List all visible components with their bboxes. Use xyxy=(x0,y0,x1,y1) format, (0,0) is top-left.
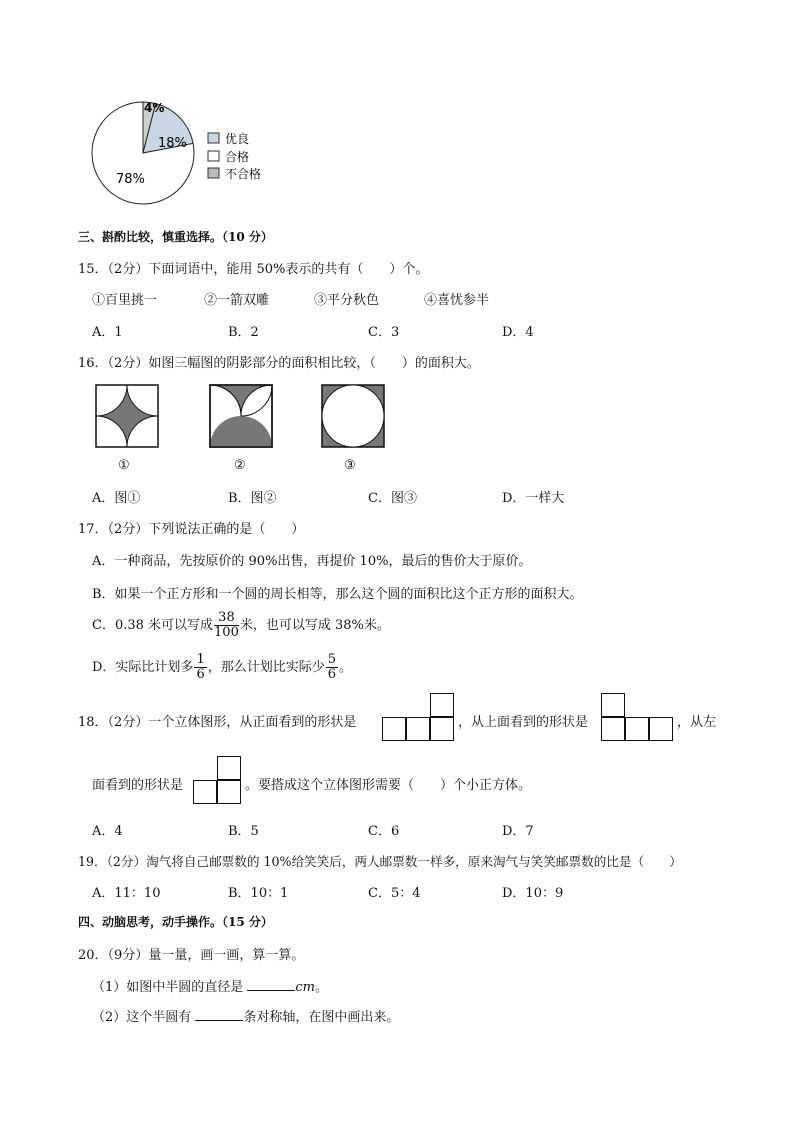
q15-option-a: A．1 xyxy=(92,325,123,340)
q15-phrase-1: ①百里挑一 xyxy=(92,293,158,308)
q20-p2-blank[interactable] xyxy=(195,1008,243,1021)
q16-fig-label-1: ① xyxy=(118,458,130,473)
q16-figure-2 xyxy=(209,384,273,448)
q15-phrase-3: ③平分秋色 xyxy=(314,293,380,308)
q17-option-a: A．一种商品，先按原价的 90%出售，再提价 10%，最后的售价大于原价。 xyxy=(92,554,532,569)
q18-option-d: D．7 xyxy=(502,824,534,839)
q15-stem: 15．（2分）下面词语中，能用 50%表示的共有（ ）个。 xyxy=(78,262,429,277)
pie-label-4: 4% xyxy=(144,101,165,115)
legend-label-pass: 合格 xyxy=(225,150,250,164)
q19-option-a: A．11：10 xyxy=(92,886,161,901)
q17-d-num1: 1 xyxy=(196,652,205,668)
q20-stem: 20．（9分）量一量，画一画，算一算。 xyxy=(78,948,305,963)
q15-option-b: B．2 xyxy=(228,325,259,340)
q18-line1-a: 18．（2分）一个立体图形，从正面看到的形状是 xyxy=(78,715,357,730)
q18-line1-b: ，从上面看到的形状是 xyxy=(458,715,589,730)
q17-d-den2: 6 xyxy=(327,667,337,682)
q17-d-mid: ，那么计划比实际少 xyxy=(207,660,325,675)
q15-phrase-2: ②一箭双雕 xyxy=(204,293,270,308)
q16-fig-label-3: ③ xyxy=(344,458,356,473)
q19-option-c: C．5：4 xyxy=(368,886,421,901)
pie-chart xyxy=(88,95,288,210)
q17-c-fraction xyxy=(214,611,239,639)
q18-line1-c: ，从左 xyxy=(677,715,717,730)
legend-swatch-good xyxy=(208,133,219,143)
q17-stem: 17．（2分）下列说法正确的是（ ） xyxy=(78,522,305,537)
q15-option-d: D．4 xyxy=(502,325,534,340)
legend-label-fail: 不合格 xyxy=(225,167,262,181)
q17-c-pre: C．0.38 米可以写成 xyxy=(92,618,214,633)
q16-figure-1 xyxy=(95,384,159,448)
q16-option-a: A．图① xyxy=(92,491,141,506)
pie-label-18: 18% xyxy=(158,136,187,151)
q17-c-numerator: 38 xyxy=(214,611,239,626)
q20-part1 xyxy=(92,976,328,995)
q20-p1-pre: （1）如图中半圆的直径是 xyxy=(92,980,248,995)
q20-part2 xyxy=(92,1006,399,1025)
q20-p2-pre: （2）这个半圆有 xyxy=(92,1010,196,1025)
q17-d-num2: 5 xyxy=(327,652,337,668)
q16-option-d: D．一样大 xyxy=(502,491,565,506)
q18-top-view xyxy=(601,693,677,743)
section3-title: 三、斟酌比较，慎重选择。（10 分） xyxy=(78,230,273,244)
q15-option-c: C．3 xyxy=(368,325,400,340)
q17-d-post: 。 xyxy=(339,660,353,675)
q18-line2-a: 面看到的形状是 xyxy=(92,778,184,793)
q20-p1-post: 。 xyxy=(315,980,329,995)
q20-p2-post: 条对称轴，在图中画出来。 xyxy=(243,1010,400,1025)
q19-option-b: B．10：1 xyxy=(228,886,289,901)
q19-option-d: D．10：9 xyxy=(502,886,564,901)
q18-line2-b: 。要搭成这个立体图形需要（ ）个小正方体。 xyxy=(245,778,532,793)
q18-option-c: C．6 xyxy=(368,824,400,839)
q20-p1-unit: cm xyxy=(295,980,316,995)
q16-option-c: C．图③ xyxy=(368,491,417,506)
q16-option-b: B．图② xyxy=(228,491,277,506)
q17-d-pre: D．实际比计划多 xyxy=(92,660,194,675)
q18-option-b: B．5 xyxy=(228,824,259,839)
q17-d-fraction-1 xyxy=(194,653,206,681)
pie-label-78: 78% xyxy=(116,172,145,187)
legend-swatch-pass xyxy=(208,151,219,161)
q18-left-view xyxy=(193,756,245,806)
section4-title: 四、动脑思考，动手操作。（15 分） xyxy=(78,915,273,929)
q18-option-a: A．4 xyxy=(92,824,123,839)
q17-option-d xyxy=(92,650,352,686)
q16-figure-3 xyxy=(321,384,385,448)
q17-c-post: 米，也可以写成 38%米。 xyxy=(239,618,390,633)
legend-label-good: 优良 xyxy=(225,132,250,146)
q17-option-c xyxy=(92,608,390,644)
q15-phrase-4: ④喜忧参半 xyxy=(424,293,490,308)
q17-d-fraction-2 xyxy=(326,653,338,681)
q17-option-b: B．如果一个正方形和一个圆的周长相等，那么这个圆的面积比这个正方形的面积大。 xyxy=(92,587,583,602)
q18-front-view xyxy=(382,693,458,743)
q16-fig-label-2: ② xyxy=(234,458,246,473)
q20-p1-blank[interactable] xyxy=(247,978,295,991)
q17-d-den1: 6 xyxy=(196,667,205,682)
q19-stem: 19．（2分）淘气将自己邮票数的 10%给笑笑后，两人邮票数一样多，原来淘气与笑笑邮票数的比是（ ） xyxy=(78,854,682,869)
legend-swatch-fail xyxy=(208,168,219,178)
q16-stem: 16．（2分）如图三幅图的阴影部分的面积相比较，（ ）的面积大。 xyxy=(78,356,480,371)
q17-c-denominator: 100 xyxy=(214,625,239,640)
